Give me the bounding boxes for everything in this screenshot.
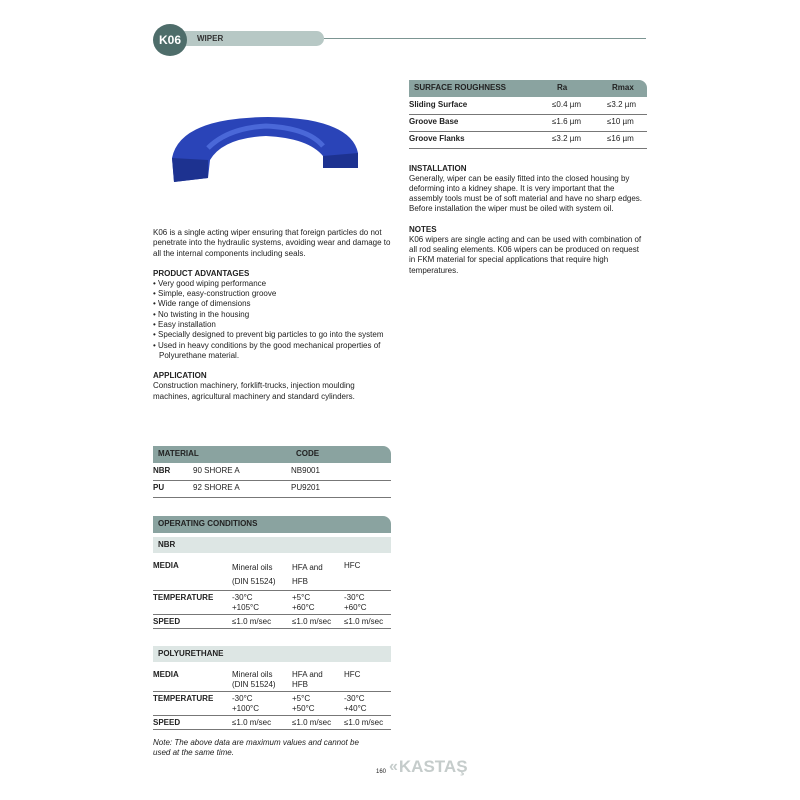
pu-subheader: POLYURETHANE (153, 646, 391, 662)
logo-chevron-icon: « (389, 758, 398, 775)
nbr-conditions-table (153, 559, 391, 629)
wiper-product-image (168, 108, 363, 190)
pu-conditions-table (153, 668, 391, 730)
header-cell: Ra (557, 83, 568, 93)
material-table (153, 446, 391, 498)
intro-text: K06 is a single acting wiper ensuring that foreign particles do not penetrate into the hydraulic systems, avoiding wear and damage to all the internal components including seals. (153, 228, 391, 258)
installation-heading: INSTALLATION (409, 163, 467, 173)
material-section (153, 446, 391, 758)
surface-roughness-table (409, 80, 647, 149)
application-heading: APPLICATION (153, 371, 207, 381)
table-row: MEDIA Mineral oils (DIN 51524) HFA and HFB HFC (153, 559, 391, 591)
table-row: SPEED ≤1.0 m/sec ≤1.0 m/sec ≤1.0 m/sec (153, 614, 391, 628)
table-row: Groove Flanks ≤3.2 µm ≤16 µm (409, 131, 647, 148)
list-item: • Specially designed to prevent big particles to go into the system (153, 330, 391, 340)
header-cell: MATERIAL (158, 449, 199, 459)
list-item: • No twisting in the housing (153, 310, 391, 320)
header-cell: SURFACE ROUGHNESS (414, 83, 507, 93)
table-row: MEDIA Mineral oils (DIN 51524) HFA and HFB HFC (153, 668, 391, 692)
header-cell: Rmax (612, 83, 634, 93)
list-item: • Used in heavy conditions by the good mechanical properties of Polyurethane material. (153, 341, 391, 362)
table-row: Groove Base ≤1.6 µm ≤10 µm (409, 114, 647, 131)
kastas-logo: « KASTAŞ (389, 757, 468, 776)
page-number: 160 (376, 769, 387, 775)
header-divider (324, 38, 646, 39)
product-code-badge: K06 (153, 24, 187, 56)
advantages-list (153, 279, 391, 361)
list-item: • Wide range of dimensions (153, 299, 391, 309)
table-row: TEMPERATURE -30°C +105°C +5°C +60°C -30°C +60°C (153, 590, 391, 614)
list-item: • Easy installation (153, 320, 391, 330)
left-column (153, 228, 391, 402)
list-item: • Very good wiping performance (153, 279, 391, 289)
right-column (409, 80, 647, 276)
installation-text: Generally, wiper can be easily fitted into the closed housing by deforming into a kidney shape. It is very important that the assembly tools must be of soft material and have no sharp edges. Before installation the wiper must be oiled with system oil. (409, 173, 643, 214)
header-cell: CODE (296, 449, 320, 459)
footnote: Note: The above data are maximum values and cannot be used at the same time. (153, 737, 359, 757)
operating-conditions-header: OPERATING CONDITIONS (153, 516, 391, 533)
table-row: TEMPERATURE -30°C +100°C +5°C +50°C -30°C +40°C (153, 691, 391, 715)
advantages-heading: PRODUCT ADVANTAGES (153, 268, 250, 278)
list-item: • Simple, easy-construction groove (153, 289, 391, 299)
notes-heading: NOTES (409, 224, 437, 234)
table-row: SPEED ≤1.0 m/sec ≤1.0 m/sec ≤1.0 m/sec (153, 715, 391, 729)
table-row: Sliding Surface ≤0.4 µm ≤3.2 µm (409, 97, 647, 114)
application-text: Construction machinery, forklift-trucks, injection moulding machines, agricultural machinery and standard cylinders. (153, 381, 355, 401)
table-row: NBR 90 SHORE A NB9001 (153, 463, 391, 480)
table-row: PU 92 SHORE A PU9201 (153, 480, 391, 497)
nbr-subheader: NBR (153, 537, 391, 553)
notes-text: K06 wipers are single acting and can be used with combination of all rod sealing elements. K06 wipers can be produced on request in FKM material for special applications that require high temperatures. (409, 234, 642, 275)
product-title: WIPER (178, 31, 324, 46)
